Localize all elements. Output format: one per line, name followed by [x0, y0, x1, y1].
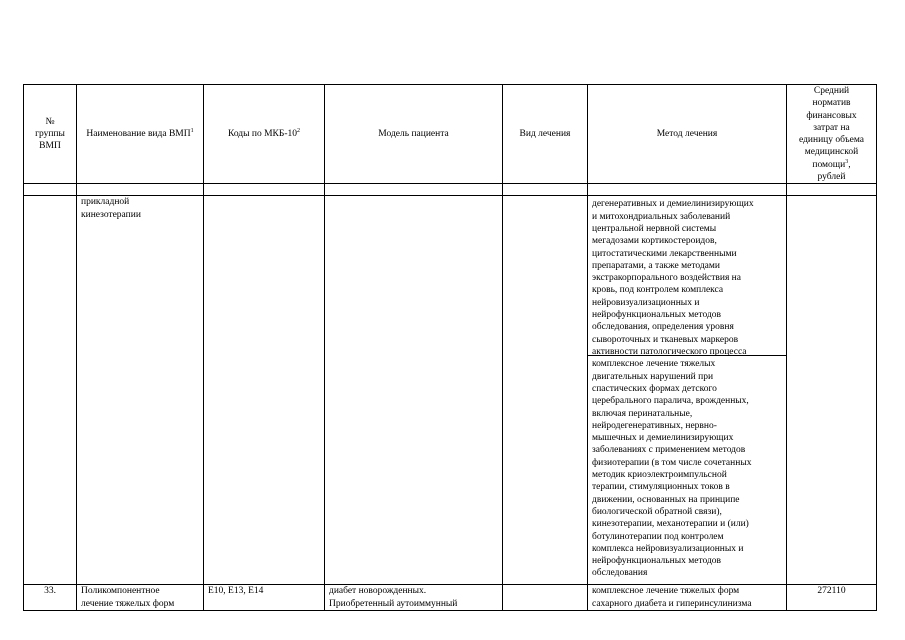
method-part-2: комплексное лечение тяжелых двигательных нарушений при спастических формах детского церебрального паралича, врожденных, включая перинатальные, нейродегенеративных, нервно- мышечных и демиелинизирующих заболеваниях с применением методов физиотерапии (в том числе сочетанных методик криоэлектроимпульсной терапии, стимуляционных токов в движении, основанных на принципе биологической обратной связи), кинезотерапии, механотерапии и (или) ботулинотерапии под контролем комплекса нейровизуализационных и нейрофункциональных методов обследования [592, 359, 752, 579]
vmp-table [23, 84, 877, 611]
cell-patient-model: диабет новорожденных. Приобретенный аутоиммунный [325, 585, 503, 611]
cell-group-number [24, 196, 77, 585]
cell-icd-codes: E10, E13, E14 [204, 585, 325, 611]
header-patient-model: Модель пациента [325, 85, 503, 184]
header-vmp-name: Наименование вида ВМП$^1$ [77, 85, 204, 184]
method-part-1: дегенеративных и демиелинизирующих и митохондриальных заболеваний центральной нервной системы мегадозами кортикостероидов, цитостатическими лекарственными препаратами, а также методами экстракорпорального воздействия на кровь, под контролем комплекса нейровизуализационных и нейрофункциональных методов обследования, определения уровня сывороточных и тканевых маркеров активности патологического процесса [588, 196, 786, 356]
table-header-row [24, 85, 877, 184]
header-treatment-method: Метод лечения [588, 85, 787, 184]
header-group-number: № группы ВМП [24, 85, 77, 184]
cell-treatment-type [503, 585, 588, 611]
cell-vmp-name: Поликомпонентное лечение тяжелых форм [77, 585, 204, 611]
table-row-continuation [24, 196, 877, 585]
cell-treatment-method: комплексное лечение тяжелых форм сахарного диабета и гиперинсулинизма [588, 585, 787, 611]
table-spacer-row [24, 184, 877, 196]
cell-treatment-type [503, 196, 588, 585]
cell-icd-codes [204, 196, 325, 585]
cell-cost-norm: 272110 [787, 585, 877, 611]
cell-patient-model [325, 196, 503, 585]
header-cost-norm: Средний норматив финансовых затрат на единицу объема медицинской помощи$^3$, рублей [787, 85, 877, 184]
header-icd-codes: Коды по МКБ-$10^2$ [204, 85, 325, 184]
header-treatment-type: Вид лечения [503, 85, 588, 184]
cell-group-number: 33. [24, 585, 77, 611]
table-row-33 [24, 585, 877, 611]
cell-vmp-name: прикладной кинезотерапии [77, 196, 204, 585]
cell-cost-norm [787, 196, 877, 585]
cell-treatment-method [588, 196, 787, 585]
